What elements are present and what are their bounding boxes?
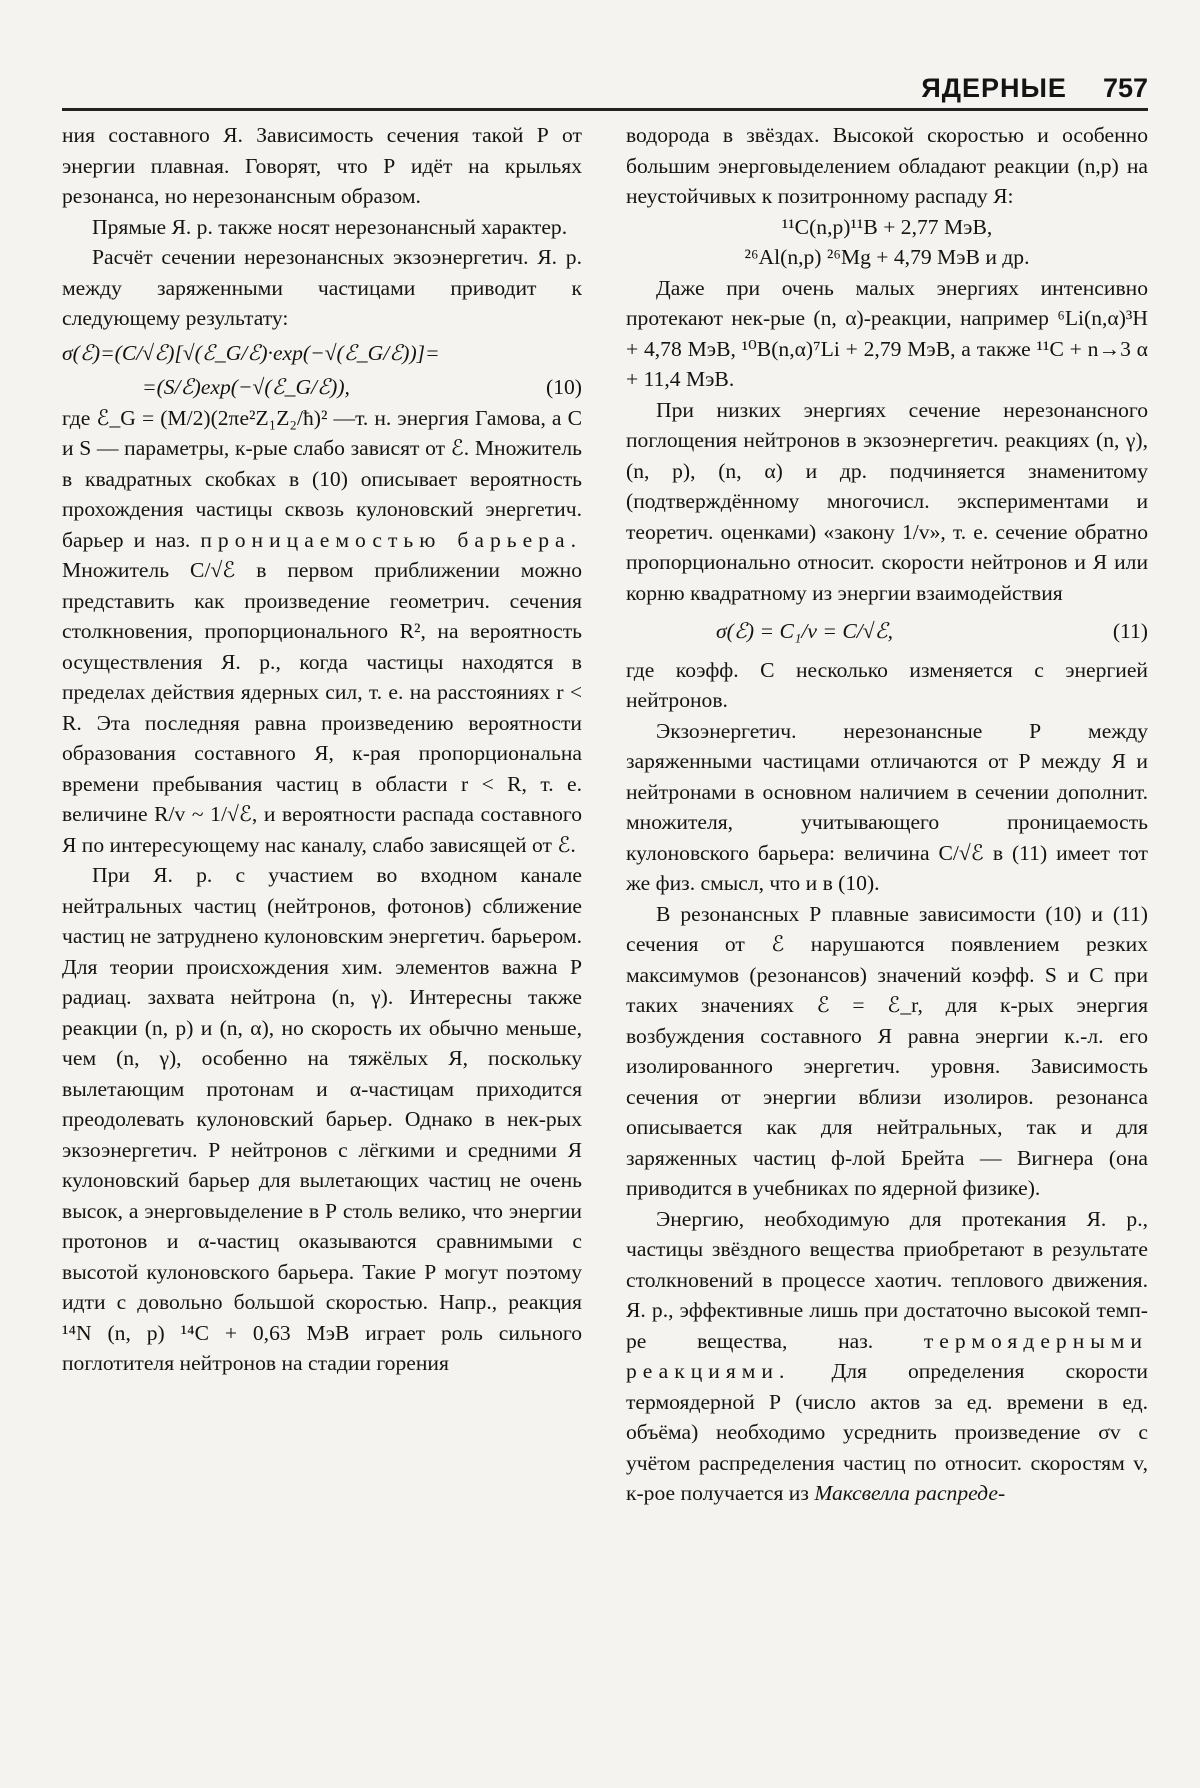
paragraph: Экзоэнергетич. нерезонансные Р между заряженными частицами отличаются от Р между Я и нейтронами в основном наличием в сечении дополнит. множителя, учитывающего проницаемость кулоновского барьера: величина C/√ℰ в (11) имеет тот же физ. смысл, что и в (10). [626,718,1148,895]
left-column [62,120,582,1379]
text-run: Для определения скорости термоядерной Р (число актов за ед. времени в ед. объёма) необходимо усреднить произведение σv с учётом распределения частиц по относит. скоростям v, к-рое получается из [626,1359,1148,1505]
equation-number: (10) [546,375,582,399]
text-run: Множитель C/√ℰ в первом приближении можно представить как произведение геометрич. сечения столкновения, пропорционального R², на вероятность осуществления Я. р., когда частицы находятся в пределах действия ядерных сил, т. е. на расстояниях r < R. Эта последняя равна произведению вероятности образования составного Я, к-рая пропорциональна времени пребывания частиц в области r < R, т. е. величине R/v ~ 1/√ℰ, и вероятности распада составного Я по интересующему нас каналу, слабо зависящей от ℰ. [62,558,582,857]
text-run: Энергию, необходимую для протекания Я. р., частицы звёздного вещества приобретают в результате столкновений в процессе хаотич. теплового движения. Я. р., эффективные лишь при достаточно высокой темп-ре вещества, наз. [626,1206,1148,1353]
paragraph: Прямые Я. р. также носят нерезонансный характер. [92,214,568,239]
italic-term: Максвелла распреде- [814,1481,1006,1505]
equation-11-expression: σ(ℰ) = C₁/v = C/√ℰ, [716,619,894,643]
equation-11 [626,616,1148,647]
spaced-term: проницаемостью барьера. [200,527,582,552]
paragraph: водорода в звёздах. Высокой скоростью и особенно большим энерговыделением обладают реакции (n,p) на неустойчивых к позитронному распаду Я: [626,123,1148,208]
paragraph: При Я. р. с участием во входном канале нейтральных частиц (нейтронов, фотонов) сближение частиц не затруднено кулоновским энергетич. барьером. Для теории происхождения хим. элементов важна Р радиац. захвата нейтрона (n, γ). Интересны также реакции (n, p) и (n, α), но скорость их обычно меньше, чем (n, γ), особенно на тяжёлых Я, поскольку вылетающим протонам и α-частицам приходится преодолевать кулоновский барьер. Однако в нек-рых экзоэнергетич. Р нейтронов с лёгкими и средними Я кулоновский барьер для вылетающих частиц не очень высок, а энерговыделение в Р столь велико, что энергии протонов и α-частиц оказываются сравнимыми с высотой кулоновского барьера. Такие Р могут поэтому идти с довольно большой скоростью. Напр., реакция ¹⁴N (n, p) ¹⁴C + 0,63 МэВ играет роль сильного поглотителя нейтронов на стадии горения [62,863,582,1375]
paragraph: При низких энергиях сечение нерезонансного поглощения нейтронов в экзоэнергетич. реакциях (n, γ), (n, p), (n, α) и др. подчиняется знаменитому (подтверждённому многочисл. экспериментами и теоретич. оценками) «закону 1/v», т. е. сечение обратно пропорционально относит. скорости нейтронов и Я или корню квадратному из энергии взаимодействия [626,397,1148,605]
paragraph [626,1204,1148,1509]
right-column [626,120,1148,1509]
running-header [62,48,1148,111]
equation-10-expression: =(S/ℰ)exp(−√(ℰ_G/ℰ)), [142,375,350,399]
reaction-line: ²⁶Al(n,p) ²⁶Mg + 4,79 МэВ и др. [744,245,1030,269]
text-run: где ℰ_G = (M/2)(2πe²Z₁Z₂/ħ)² —т. н. энергия Гамова, а C и S — параметры, к-рые слабо зависят от ℰ. Множитель в квадратных скобках в (10) описывает вероятность прохождения частицы сквозь кулоновский энергетич. барьер и наз. [62,405,582,552]
paragraph: ния составного Я. Зависимость сечения такой Р от энергии плавная. Говорят, что Р идёт на крыльях резонанса, но нерезонансным образом. [62,123,582,208]
page-number: 757 [1102,73,1148,103]
equation-10-line-2 [62,372,582,403]
spaced-term: термоядерными реакциями. [626,1328,1148,1383]
paragraph: где коэфф. C несколько изменяется с энергией нейтронов. [626,657,1148,712]
reaction-line: ¹¹C(n,p)¹¹B + 2,77 МэВ, [781,214,993,239]
equation-10-line-1: σ(ℰ)=(C/√ℰ)[√(ℰ_G/ℰ)·exp(−√(ℰ_G/ℰ))]= [62,340,440,365]
paragraph: Даже при очень малых энергиях интенсивно протекают нек-рые (n, α)-реакции, например ⁶Li(n,α)³H + 4,78 МэВ, ¹⁰B(n,α)⁷Li + 2,79 МэВ, а также ¹¹C + n→3 α + 11,4 МэВ. [626,275,1148,391]
paragraph [62,403,582,861]
equation-number: (11) [1112,619,1148,643]
running-title: ЯДЕРНЫЕ [921,73,1067,103]
paragraph: Расчёт сечении нерезонансных экзоэнергетич. Я. р. между заряженными частицами приводит к следующему результату: [62,245,582,330]
paragraph: В резонансных Р плавные зависимости (10) и (11) сечения от ℰ нарушаются появлением резких максимумов (резонансов) значений коэфф. S и C при таких значениях ℰ = ℰ_r, для к-рых энергия возбуждения составного Я равна энергии к.-л. его изолированного энергетич. уровня. Зависимость сечения от энергии вблизи изолиров. резонанса описывается как для нейтральных, так и для заряженных частиц ф-лой Брейта — Вигнера (она приводится в учебниках по ядерной физике). [626,901,1148,1200]
